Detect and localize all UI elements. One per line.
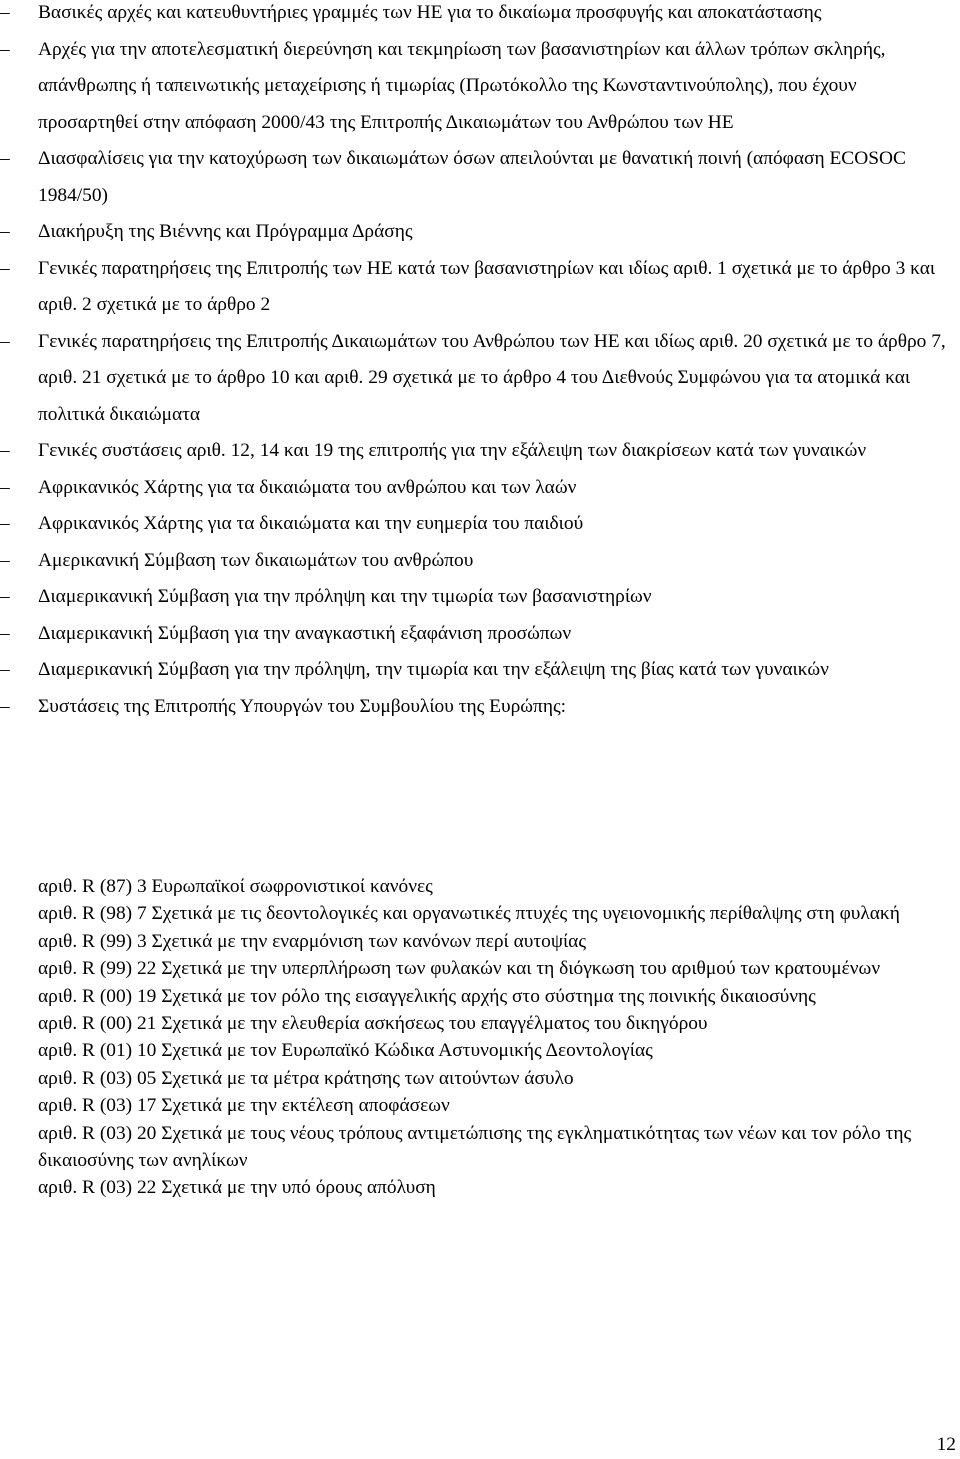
recommendation-item: αριθ. R (00) 19 Σχετικά με τον ρόλο της εισαγγελικής αρχής στο σύστημα της ποινικής δικαιοσύνης [38, 985, 816, 1007]
recommendation-item: αριθ. R (99) 22 Σχετικά με την υπερπλήρωση των φυλακών και τη διόγκωση του αριθμού των κρατουμένων [38, 958, 881, 980]
recommendation-item: αριθ. R (01) 10 Σχετικά με τον Ευρωπαϊκό Κώδικα Αστυνομικής Δεοντολογίας [38, 1040, 653, 1062]
list-item-text: Αφρικανικός Χάρτης για τα δικαιώματα του ανθρώπου και των λαών [38, 476, 577, 498]
dash-bullet: – [0, 2, 10, 23]
list-item-text: Γενικές παρατηρήσεις της Επιτροπής Δικαιωμάτων του Ανθρώπου των ΗΕ και ιδίως αριθ. 20 σχετικά με το άρθρο 7, αριθ. 21 σχετικά με το άρθρο 10 και αριθ. 29 σχετικά με το άρθρο 4 του Διεθνούς Συμφώνου για τα ατομικά και πολιτικά δικαιώματα [38, 330, 946, 425]
recommendation-item: αριθ. R (87) 3 Ευρωπαϊκοί σωφρονιστικοί κανόνες [38, 876, 433, 897]
dash-bullet: – [0, 622, 10, 644]
references-list [0, 0, 950, 725]
list-item [0, 0, 950, 32]
list-item [0, 579, 950, 616]
list-item [0, 214, 950, 251]
dash-bullet: – [0, 221, 10, 242]
list-item-text: Διαμερικανική Σύμβαση για την πρόληψη και την τιμωρία των βασανιστηρίων [38, 586, 652, 607]
page-number: 12 [936, 1434, 956, 1455]
list-item [0, 652, 950, 689]
dash-bullet: – [0, 476, 10, 498]
recommendation-item: αριθ. R (03) 17 Σχετικά με την εκτέλεση αποφάσεων [38, 1095, 450, 1117]
list-item-text: Διαμερικανική Σύμβαση για την πρόληψη, την τιμωρία και την εξάλειψη της βίας κατά των γυναικών [38, 659, 829, 680]
dash-bullet: – [0, 440, 10, 461]
list-item-text: Διασφαλίσεις για την κατοχύρωση των δικαιωμάτων όσων απειλούνται με θανατική ποινή (απόφαση ECOSOC 1984/50) [38, 148, 906, 206]
dash-bullet: – [0, 38, 10, 60]
list-item [0, 470, 950, 507]
list-item-text: Αμερικανική Σύμβαση των δικαιωμάτων του ανθρώπου [38, 549, 474, 571]
list-item-text: Αρχές για την αποτελεσματική διερεύνηση και τεκμηρίωση των βασανιστηρίων και άλλων τρόπων σκληρής, απάνθρωπης ή ταπεινωτικής μεταχείρισης ή τιμωρίας (Πρωτόκολλο της Κωνσταντινούπολης), που έχουν προσαρτηθεί στην απόφαση 2000/43 της Επιτροπής Δικαιωμάτων του Ανθρώπου των ΗΕ [38, 38, 886, 133]
list-item [0, 616, 950, 653]
dash-bullet: – [0, 695, 10, 717]
recommendation-item: αριθ. R (98) 7 Σχετικά με τις δεοντολογικές και οργανωτικές πτυχές της υγειονομικής περίθαλψης στη φυλακή [38, 903, 900, 925]
list-item [0, 251, 950, 324]
dash-bullet: – [0, 549, 10, 571]
list-item [0, 141, 950, 214]
list-item [0, 543, 950, 580]
recommendation-item: αριθ. R (99) 3 Σχετικά με την εναρμόνιση των κανόνων περί αυτοψίας [38, 930, 587, 952]
list-item-text: Βασικές αρχές και κατευθυντήριες γραμμές των ΗΕ για το δικαίωμα προσφυγής και αποκατάστασης [38, 2, 822, 23]
list-item-text: Γενικές συστάσεις αριθ. 12, 14 και 19 της επιτροπής για την εξάλειψη των διακρίσεων κατά των γυναικών [38, 440, 867, 461]
recommendation-item: αριθ. R (03) 22 Σχετικά με την υπό όρους απόλυση [38, 1177, 436, 1199]
dash-bullet: – [0, 659, 10, 680]
recommendation-item: αριθ. R (00) 21 Σχετικά με την ελευθερία ασκήσεως του επαγγέλματος του δικηγόρου [38, 1013, 708, 1035]
council-of-europe-recommendations [0, 873, 950, 1202]
list-item [0, 506, 950, 543]
list-item-text: Γενικές παρατηρήσεις της Επιτροπής των ΗΕ κατά των βασανιστηρίων και ιδίως αριθ. 1 σχετικά με το άρθρο 3 και αριθ. 2 σχετικά με το άρθρο 2 [38, 257, 936, 315]
dash-bullet: – [0, 257, 10, 279]
list-item [0, 324, 950, 434]
recommendation-item: αριθ. R (03) 20 Σχετικά με τους νέους τρόπους αντιμετώπισης της εγκληματικότητας των νέων και τον ρόλο της δικαιοσύνης των ανηλίκων [38, 1122, 912, 1172]
list-item [0, 32, 950, 142]
recommendation-item: αριθ. R (03) 05 Σχετικά με τα μέτρα κράτησης των αιτούντων άσυλο [38, 1067, 574, 1089]
list-item-text: Διαμερικανική Σύμβαση για την αναγκαστική εξαφάνιση προσώπων [38, 622, 572, 644]
dash-bullet: – [0, 513, 10, 534]
list-item [0, 433, 950, 470]
list-item-text: Συστάσεις της Επιτροπής Υπουργών του Συμβουλίου της Ευρώπης: [38, 695, 567, 717]
dash-bullet: – [0, 586, 10, 607]
list-item-text: Διακήρυξη της Βιέννης και Πρόγραμμα Δράσης [38, 221, 413, 242]
list-item-text: Αφρικανικός Χάρτης για τα δικαιώματα και την ευημερία του παιδιού [38, 513, 584, 534]
list-item [0, 689, 950, 726]
dash-bullet: – [0, 330, 10, 352]
dash-bullet: – [0, 148, 10, 169]
